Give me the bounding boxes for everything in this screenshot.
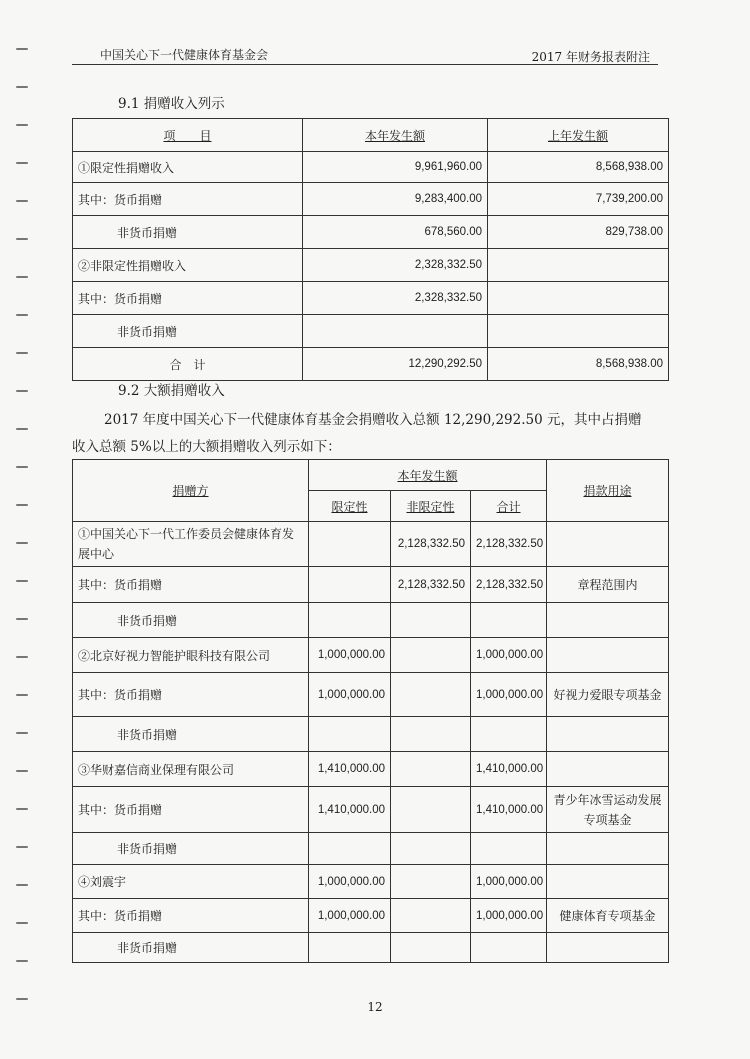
cell-prior: 829,738.00 <box>488 216 669 249</box>
table-header-row <box>73 460 669 491</box>
page-number: 12 <box>367 1000 383 1014</box>
cell-total: 1,410,000.00 <box>471 787 547 833</box>
header-report-title: 2017 年财务报表附注 <box>531 50 650 64</box>
row-label: 合 计 <box>73 348 303 381</box>
row-label: 非货币捐赠 <box>73 315 303 348</box>
cell-unrestricted: 2,128,332.50 <box>391 567 471 603</box>
cell-purpose <box>547 522 669 567</box>
paragraph-line: 收入总额 5%以上的大额捐赠收入列示如下： <box>72 439 341 455</box>
cell-restricted: 1,000,000.00 <box>309 865 391 899</box>
cell-total: 2,128,332.50 <box>471 567 547 603</box>
row-label: 非货币捐赠 <box>73 216 303 249</box>
cell-unrestricted <box>391 603 471 638</box>
col-header-restricted: 限定性 <box>309 491 391 522</box>
cell-purpose <box>547 833 669 865</box>
table-row <box>73 567 669 603</box>
donor-name: 非货币捐赠 <box>73 603 309 638</box>
cell-restricted <box>309 567 391 603</box>
cell-total: 2,128,332.50 <box>471 522 547 567</box>
cell-prior: 8,568,938.00 <box>488 348 669 381</box>
cell-total <box>471 933 547 963</box>
cell-unrestricted: 2,128,332.50 <box>391 522 471 567</box>
cell-restricted: 1,410,000.00 <box>309 787 391 833</box>
cell-current: 12,290,292.50 <box>303 348 488 381</box>
cell-total: 1,000,000.00 <box>471 865 547 899</box>
table-row <box>73 522 669 567</box>
cell-purpose: 好视力爱眼专项基金 <box>547 673 669 717</box>
cell-restricted <box>309 717 391 752</box>
cell-restricted <box>309 933 391 963</box>
cell-prior <box>488 249 669 282</box>
cell-unrestricted <box>391 899 471 933</box>
cell-purpose: 青少年冰雪运动发展专项基金 <box>547 787 669 833</box>
row-label: ②非限定性捐赠收入 <box>73 249 303 282</box>
cell-restricted: 1,410,000.00 <box>309 752 391 787</box>
table-row <box>73 833 669 865</box>
cell-prior: 7,739,200.00 <box>488 183 669 216</box>
donor-name: 非货币捐赠 <box>73 717 309 752</box>
table-row <box>73 638 669 673</box>
col-header-total: 合计 <box>471 491 547 522</box>
page-header <box>72 38 658 66</box>
table-row <box>73 282 669 315</box>
paragraph-line: 2017 年度中国关心下一代健康体育基金会捐赠收入总额 12,290,292.50 元，其中占捐赠 <box>104 412 642 428</box>
donor-name: ①中国关心下一代工作委员会健康体育发展中心 <box>73 522 309 567</box>
table-row <box>73 249 669 282</box>
table-row <box>73 899 669 933</box>
cell-current: 9,283,400.00 <box>303 183 488 216</box>
section-title-9-2: 9.2 大额捐赠收入 <box>118 383 225 399</box>
cell-restricted: 1,000,000.00 <box>309 638 391 673</box>
col-header-prior-year: 上年发生额 <box>488 119 669 152</box>
cell-unrestricted <box>391 673 471 717</box>
table-row <box>73 673 669 717</box>
cell-unrestricted <box>391 833 471 865</box>
cell-unrestricted <box>391 865 471 899</box>
row-label: ①限定性捐赠收入 <box>73 152 303 183</box>
cell-prior <box>488 282 669 315</box>
cell-purpose <box>547 865 669 899</box>
table-row <box>73 603 669 638</box>
col-header-purpose: 捐款用途 <box>547 460 669 522</box>
cell-purpose: 章程范围内 <box>547 567 669 603</box>
donation-income-table <box>72 118 669 381</box>
donor-name: ②北京好视力智能护眼科技有限公司 <box>73 638 309 673</box>
donor-name: ③华财嘉信商业保理有限公司 <box>73 752 309 787</box>
cell-total <box>471 603 547 638</box>
cell-purpose: 健康体育专项基金 <box>547 899 669 933</box>
cell-restricted: 1,000,000.00 <box>309 673 391 717</box>
donor-name: 其中：货币捐赠 <box>73 567 309 603</box>
col-header-current-year: 本年发生额 <box>303 119 488 152</box>
cell-unrestricted <box>391 717 471 752</box>
donor-name: 其中：货币捐赠 <box>73 673 309 717</box>
cell-current: 678,560.00 <box>303 216 488 249</box>
cell-purpose <box>547 752 669 787</box>
cell-current: 2,328,332.50 <box>303 249 488 282</box>
donor-name: 其中：货币捐赠 <box>73 787 309 833</box>
cell-purpose <box>547 717 669 752</box>
cell-restricted <box>309 833 391 865</box>
cell-total <box>471 833 547 865</box>
cell-restricted <box>309 603 391 638</box>
col-header-item: 项 目 <box>73 119 303 152</box>
row-label: 其中：货币捐赠 <box>73 183 303 216</box>
row-label: 其中：货币捐赠 <box>73 282 303 315</box>
col-header-current-year: 本年发生额 <box>309 460 547 491</box>
donor-name: 非货币捐赠 <box>73 833 309 865</box>
header-org: 中国关心下一代健康体育基金会 <box>100 48 269 62</box>
table-row <box>73 152 669 183</box>
cell-total <box>471 717 547 752</box>
header-rule <box>72 64 658 65</box>
binder-holes <box>0 30 30 1018</box>
donor-name: 其中：货币捐赠 <box>73 899 309 933</box>
cell-restricted <box>309 522 391 567</box>
cell-purpose <box>547 603 669 638</box>
cell-unrestricted <box>391 638 471 673</box>
cell-purpose <box>547 933 669 963</box>
table-row <box>73 752 669 787</box>
table-row <box>73 216 669 249</box>
table-row <box>73 315 669 348</box>
cell-unrestricted <box>391 933 471 963</box>
table-row <box>73 933 669 963</box>
table-row <box>73 787 669 833</box>
donor-name: ④刘震宇 <box>73 865 309 899</box>
cell-total: 1,410,000.00 <box>471 752 547 787</box>
section-title-9-1: 9.1 捐赠收入列示 <box>118 96 225 112</box>
cell-unrestricted <box>391 752 471 787</box>
large-donations-table <box>72 459 669 963</box>
cell-prior: 8,568,938.00 <box>488 152 669 183</box>
donor-name: 非货币捐赠 <box>73 933 309 963</box>
cell-restricted: 1,000,000.00 <box>309 899 391 933</box>
cell-total: 1,000,000.00 <box>471 673 547 717</box>
cell-current: 9,961,960.00 <box>303 152 488 183</box>
cell-total: 1,000,000.00 <box>471 638 547 673</box>
cell-prior <box>488 315 669 348</box>
cell-unrestricted <box>391 787 471 833</box>
col-header-unrestricted: 非限定性 <box>391 491 471 522</box>
table-row <box>73 865 669 899</box>
section-9-2-paragraph <box>72 407 668 461</box>
cell-total: 1,000,000.00 <box>471 899 547 933</box>
table-header-row <box>73 119 669 152</box>
cell-purpose <box>547 638 669 673</box>
table-row <box>73 717 669 752</box>
table-total-row <box>73 348 669 381</box>
table-row <box>73 183 669 216</box>
cell-current: 2,328,332.50 <box>303 282 488 315</box>
cell-current <box>303 315 488 348</box>
col-header-donor: 捐赠方 <box>73 460 309 522</box>
